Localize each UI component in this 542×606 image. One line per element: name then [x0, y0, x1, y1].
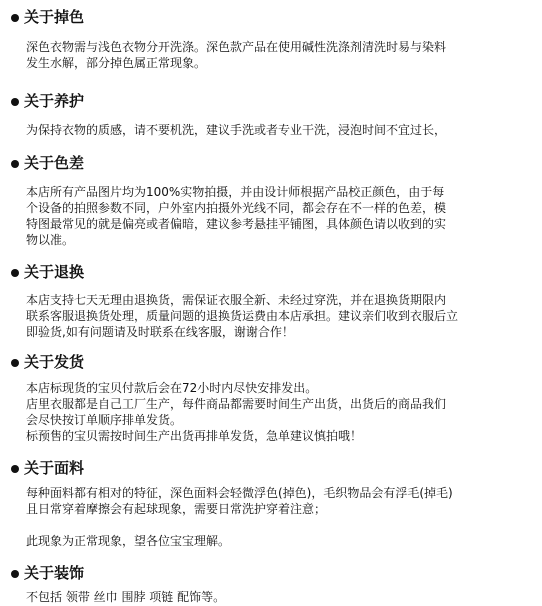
body-line: 物以准。	[26, 233, 75, 247]
section-care	[0, 91, 542, 137]
section-body	[26, 485, 531, 549]
body-line: 个设备的拍照参数不同，户外室内拍摄外光线不同，都会存在不一样的色差，模	[26, 201, 447, 215]
section-body	[26, 122, 531, 138]
body-line: 联系客服退换货处理，质量问题的退换货运费由本店承担。建议亲们收到衣服后立	[26, 309, 459, 323]
section-heading	[0, 458, 542, 478]
section-title: 关于发货	[24, 353, 85, 371]
section-body	[26, 39, 531, 71]
bullet-icon	[11, 359, 19, 367]
body-line: 不包括 领带 丝巾 围脖 项链 配饰等。	[26, 590, 226, 604]
section-title: 关于退换	[24, 263, 85, 281]
section-title: 关于掉色	[24, 8, 85, 26]
bullet-icon	[11, 160, 19, 168]
body-line: 特图最常见的就是偏亮或者偏暗，建议参考悬挂平铺图，具体颜色请以收到的实	[26, 217, 447, 231]
bullet-icon	[11, 14, 19, 22]
section-shipping	[0, 352, 542, 443]
body-line: 本店支持七天无理由退换货，需保证衣服全新、未经过穿洗，并在退换货期限内	[26, 293, 447, 307]
body-line: 会尽快按订单顺序排单发货。	[26, 413, 183, 427]
section-body	[26, 184, 531, 248]
body-line: 本店标现货的宝贝付款后会在72小时内尽快安排发出。	[26, 381, 318, 395]
section-title: 关于养护	[24, 92, 85, 110]
section-fabric	[0, 458, 542, 548]
body-line: 即验货,如有问题请及时联系在线客服，谢谢合作！	[26, 325, 294, 339]
body-line: 此现象为正常现象，望各位宝宝理解。	[26, 534, 231, 548]
section-heading	[0, 563, 542, 583]
section-heading	[0, 262, 542, 282]
section-color-difference	[0, 153, 542, 247]
section-heading	[0, 91, 542, 111]
section-title: 关于面料	[24, 459, 85, 477]
section-fading	[0, 7, 542, 70]
body-line: 且日常穿着摩擦会有起球现象，需要日常洗护穿着注意；	[26, 502, 327, 516]
body-line: 深色衣物需与浅色衣物分开洗涤。深色款产品在使用碱性洗涤剂清洗时易与染料	[26, 40, 447, 54]
body-line: 为保持衣物的质感，请不要机洗，建议手洗或者专业干洗，浸泡时间不宜过长，	[26, 123, 447, 137]
body-line: 店里衣服都是自己工厂生产，每件商品都需要时间生产出货，出货后的商品我们	[26, 397, 447, 411]
section-heading	[0, 153, 542, 173]
section-body	[26, 380, 531, 444]
body-line: 每种面料都有相对的特征，深色面料会轻微浮色(掉色)，毛织物品会有浮毛(掉毛)	[26, 486, 453, 500]
section-title: 关于色差	[24, 154, 85, 172]
section-heading	[0, 7, 542, 27]
section-title: 关于装饰	[24, 564, 85, 582]
paragraph-gap	[26, 517, 531, 533]
section-heading	[0, 352, 542, 372]
section-accessories	[0, 563, 542, 604]
section-returns	[0, 262, 542, 339]
section-body	[26, 292, 531, 340]
body-line: 本店所有产品图片均为100%实物拍摄，并由设计师根据产品校正颜色，由于每	[26, 185, 445, 199]
body-line: 发生水解，部分掉色属正常现象。	[26, 56, 207, 70]
bullet-icon	[11, 269, 19, 277]
bullet-icon	[11, 570, 19, 578]
bullet-icon	[11, 465, 19, 473]
body-line: 标预售的宝贝需按时间生产出货再排单发货，急单建议慎拍哦！	[26, 429, 363, 443]
bullet-icon	[11, 98, 19, 106]
section-body	[26, 589, 531, 605]
